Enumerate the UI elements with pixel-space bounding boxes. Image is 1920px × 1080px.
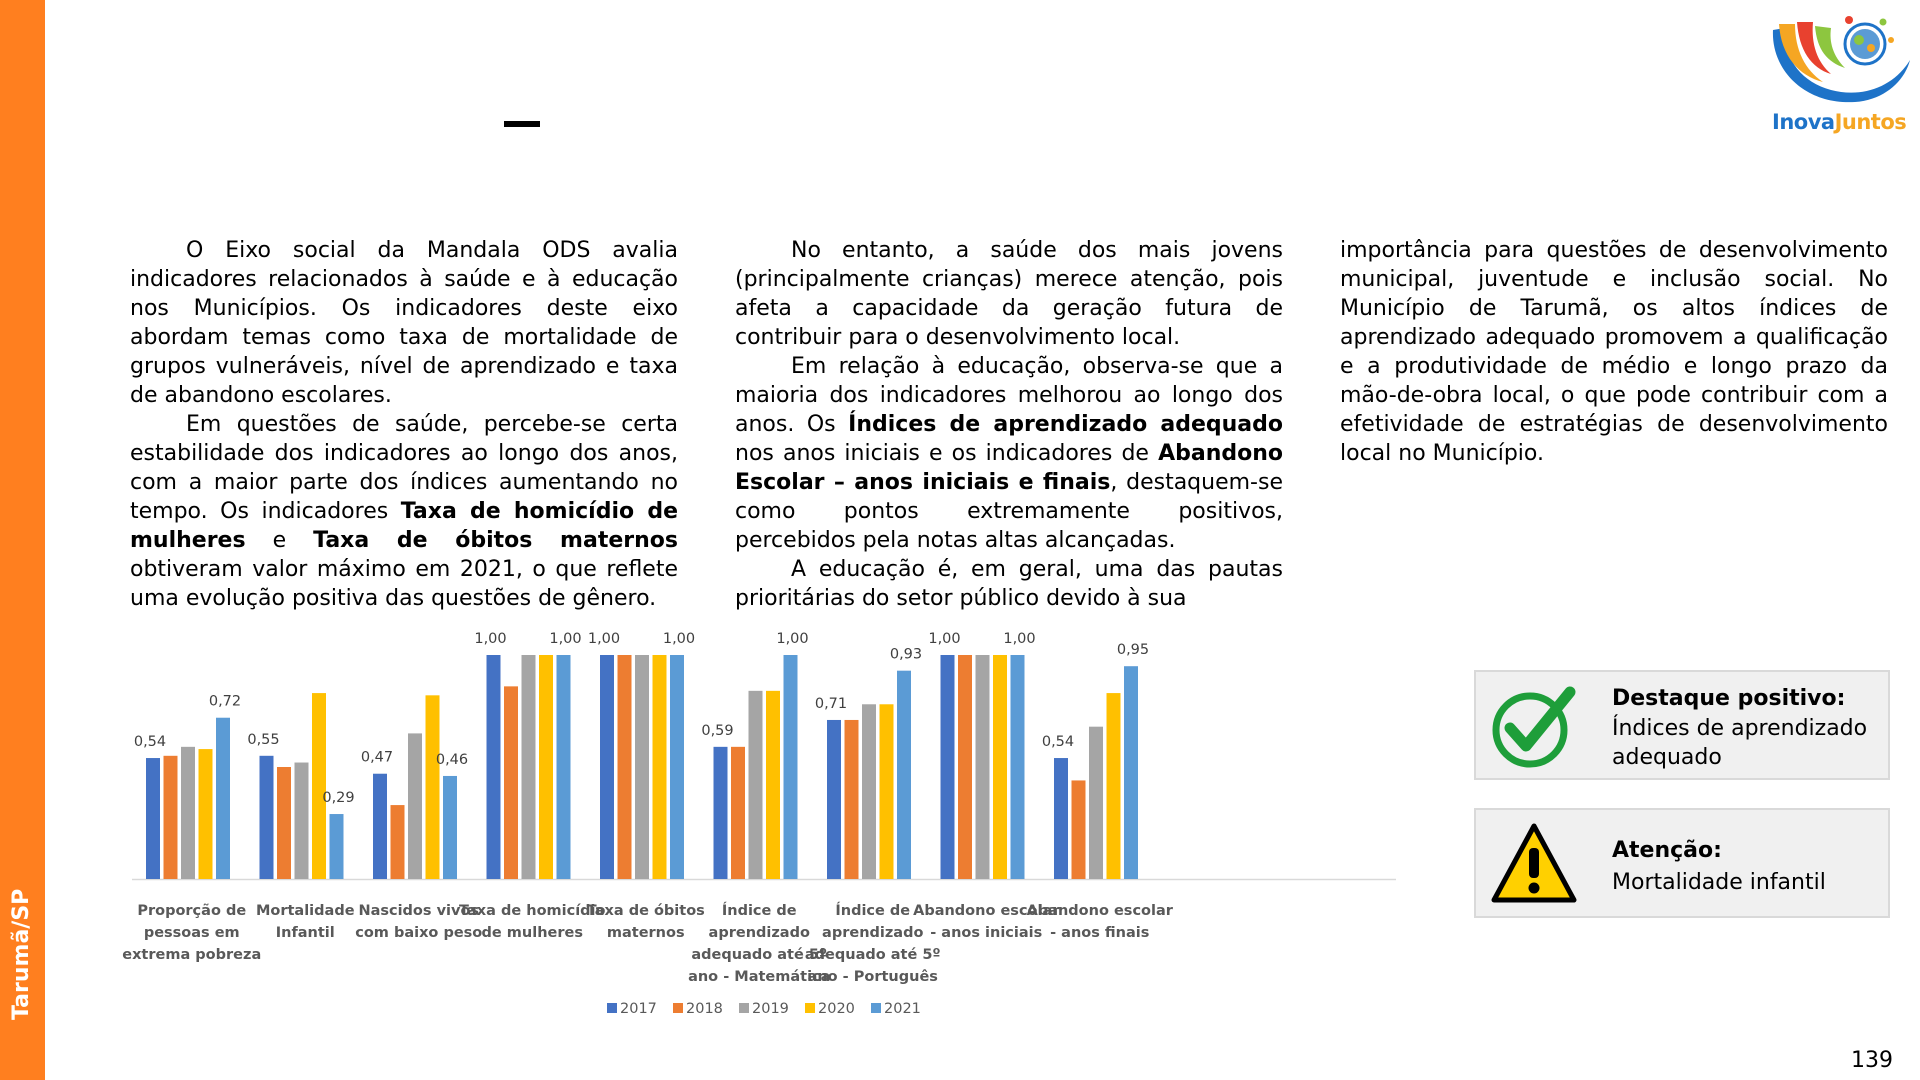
col3-paragraph (1340, 236, 1888, 468)
text-column-1 (130, 236, 678, 613)
data-label: 0,47 (360, 749, 394, 766)
attention-body: Mortalidade infantil (1612, 870, 1826, 895)
legend-label: 2018 (686, 1001, 723, 1017)
text-column-2 (735, 236, 1283, 613)
bar-2019-3 (408, 733, 422, 879)
data-label: 0,46 (435, 751, 469, 768)
attention-title: Atenção: (1612, 838, 1722, 863)
bar-2017-8 (941, 655, 955, 879)
text-run: A educação é, em geral, uma das pautas prioritárias do setor público devido à sua (735, 557, 1283, 611)
bar-2017-7 (827, 720, 841, 879)
bold-text: Taxa de óbitos maternos (313, 528, 678, 553)
bar-2020-9 (1107, 693, 1121, 879)
text-run: nos anos iniciais e os indicadores de (735, 441, 1159, 466)
data-label: 1,00 (928, 631, 961, 647)
data-label: 0,72 (208, 693, 242, 710)
category-label: Proporção de (137, 903, 247, 919)
col2-paragraph (735, 236, 1283, 352)
data-label: 0,71 (814, 695, 848, 712)
bar-2020-3 (426, 695, 440, 879)
category-label: Índice de (721, 903, 797, 919)
data-label: 1,00 (1003, 631, 1036, 647)
data-label: 0,54 (133, 734, 167, 751)
col1-paragraph (130, 410, 678, 613)
bar-2019-5 (635, 655, 649, 879)
category-label: - anos iniciais (930, 925, 1043, 941)
bar-2018-5 (618, 655, 632, 879)
bold-text: Índices de aprendizado adequado (848, 412, 1283, 437)
bar-2021-4 (557, 655, 571, 879)
bar-2017-4 (487, 655, 501, 879)
attention-box (1474, 808, 1890, 918)
category-label: pessoas em (143, 925, 240, 941)
bar-2021-2 (330, 814, 344, 879)
legend-swatch-2020 (805, 1003, 815, 1013)
side-bar (0, 0, 45, 1080)
legend-swatch-2018 (673, 1003, 683, 1013)
data-label: 0,55 (247, 731, 280, 748)
bar-2019-7 (862, 704, 876, 879)
bar-2021-1 (216, 718, 230, 879)
data-label: 0,95 (1116, 642, 1150, 659)
category-label: Abandono escolar (913, 903, 1060, 919)
text-column-3 (1340, 236, 1888, 468)
bar-2021-3 (443, 776, 457, 879)
title-dash (504, 121, 540, 127)
bar-2018-1 (164, 756, 178, 879)
bar-2020-6 (766, 691, 780, 879)
data-label: 1,00 (474, 631, 507, 647)
bar-2020-8 (993, 655, 1007, 879)
bar-2021-6 (784, 655, 798, 879)
bar-2018-6 (731, 747, 745, 879)
positive-highlight-box (1474, 670, 1890, 780)
bar-2019-1 (181, 747, 195, 879)
bar-2019-2 (295, 763, 309, 879)
bar-2020-2 (312, 693, 326, 879)
legend-swatch-2021 (871, 1003, 881, 1013)
category-label: aprendizado (708, 925, 810, 941)
bold-text: Abandono Escolar – anos iniciais e finais (735, 441, 1283, 495)
bar-2017-3 (373, 774, 387, 879)
text-run: Em relação à educação, observa-se que a maioria dos indicadores melhorou ao longo dos anos. Os (735, 354, 1283, 437)
page-number: 139 (1851, 1048, 1893, 1073)
positive-highlight-body: Índices de aprendizado adequado (1612, 716, 1868, 770)
legend-swatch-2019 (739, 1003, 749, 1013)
category-label: extrema pobreza (122, 947, 262, 963)
col2-paragraph (735, 352, 1283, 555)
indicators-bar-chart (120, 630, 1410, 1020)
bar-2021-9 (1124, 666, 1138, 879)
data-label: 0,93 (889, 646, 923, 663)
text-run: O Eixo social da Mandala ODS avalia indicadores relacionados à saúde e à educação nos Municípios. Os indicadores deste eixo abordam temas como taxa de mortalidade de grupos vulneráveis, nível de aprendizado e taxa de abandono escolares. (130, 238, 678, 408)
legend-label: 2021 (884, 1001, 921, 1017)
bar-2019-8 (976, 655, 990, 879)
legend-swatch-2017 (607, 1003, 617, 1013)
municipality-label: Tarumã/SP (9, 888, 34, 1020)
category-label: ano - Português (807, 969, 938, 985)
bar-2020-7 (880, 704, 894, 879)
text-run: , destaquem-se como pontos extremamente positivos, percebidos pela notas altas alcançadas. (735, 470, 1283, 553)
text-run: No entanto, a saúde dos mais jovens (principalmente crianças) merece atenção, pois afeta a capacidade da geração futura de contribuir para o desenvolvimento local. (735, 238, 1283, 350)
category-label: Nascidos vivos (358, 903, 480, 919)
logo-text: InovaJuntos (1772, 110, 1907, 134)
category-label: Mortalidade (255, 903, 355, 919)
category-label: Infantil (275, 925, 335, 941)
bar-2018-2 (277, 767, 291, 879)
legend-label: 2017 (620, 1001, 657, 1017)
category-label: de mulheres (481, 925, 583, 941)
legend-label: 2019 (752, 1001, 789, 1017)
bar-2019-9 (1089, 727, 1103, 879)
positive-highlight-title: Destaque positivo: (1612, 686, 1846, 711)
bar-2018-8 (958, 655, 972, 879)
category-label: adequado até 5º (804, 947, 941, 963)
data-label: 1,00 (549, 631, 582, 647)
bar-2020-4 (539, 655, 553, 879)
bar-2018-4 (504, 686, 518, 879)
col2-paragraph (735, 555, 1283, 613)
bar-2019-4 (522, 655, 536, 879)
bar-2018-9 (1072, 780, 1086, 879)
data-label: 1,00 (587, 631, 621, 647)
bar-2018-3 (391, 805, 405, 879)
text-run: importância para questões de desenvolvimento municipal, juventude e inclusão social. No Município de Tarumã, os altos índices de aprendizado adequado promovem a qualificação e a produtividade de médio e longo prazo da mão-de-obra local, o que pode contribuir com a efetividade de estratégias de desenvolvimento local no Município. (1340, 238, 1888, 466)
category-label: ano - Matemática (688, 969, 831, 985)
bar-2021-8 (1011, 655, 1025, 879)
bar-2017-9 (1054, 758, 1068, 879)
bar-2021-5 (670, 655, 684, 879)
bar-2017-6 (714, 747, 728, 879)
bar-2017-1 (146, 758, 160, 879)
legend-label: 2020 (818, 1001, 855, 1017)
check-icon (1490, 682, 1578, 770)
warning-icon (1490, 820, 1578, 908)
category-label: Taxa de óbitos (586, 903, 705, 919)
bar-2020-1 (199, 749, 213, 879)
text-run: Em questões de saúde, percebe-se certa estabilidade dos indicadores ao longo dos anos, com a maior parte dos índices aumentando no tempo. Os indicadores (130, 412, 678, 524)
category-label: aprendizado (822, 925, 924, 941)
text-run: obtiveram valor máximo em 2021, o que reflete uma evolução positiva das questões de gênero. (130, 557, 678, 611)
bar-2020-5 (653, 655, 667, 879)
bar-2018-7 (845, 720, 859, 879)
category-label: adequado até 5º (691, 947, 828, 963)
category-label: Índice de (835, 903, 911, 919)
bar-2017-2 (260, 756, 274, 879)
category-label: Abandono escolar (1026, 903, 1173, 919)
bold-text: Taxa de homicídio de mulheres (130, 499, 678, 553)
data-label: 0,29 (322, 790, 355, 807)
data-label: 0,59 (701, 722, 734, 739)
col1-paragraph (130, 236, 678, 410)
category-label: com baixo peso (355, 925, 483, 941)
bar-2017-5 (600, 655, 614, 879)
category-label: maternos (606, 925, 685, 941)
bar-2021-7 (897, 671, 911, 879)
category-label: - anos finais (1050, 925, 1150, 941)
data-label: 1,00 (776, 631, 809, 647)
category-label: Taxa de homicídio (459, 903, 606, 919)
text-run: e (245, 528, 314, 553)
data-label: 0,54 (1041, 734, 1075, 751)
data-label: 1,00 (662, 631, 696, 647)
bar-2019-6 (749, 691, 763, 879)
